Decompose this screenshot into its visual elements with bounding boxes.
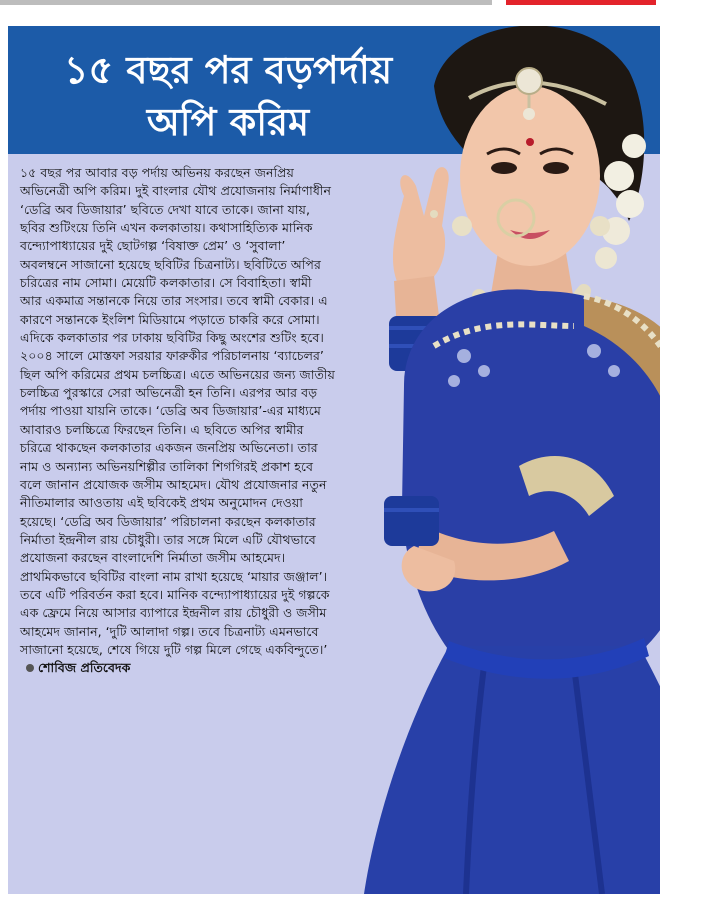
bullet-icon [26, 664, 34, 672]
actress-photo [284, 26, 660, 894]
byline: শোবিজ প্রতিবেদক [38, 660, 131, 676]
skirt [364, 646, 660, 894]
raised-hand [393, 167, 449, 286]
top-rule-gray [0, 0, 492, 5]
article-body [20, 164, 336, 678]
headline-line-2: অপি করিম [146, 100, 310, 144]
top-rule-red [506, 0, 656, 5]
article-panel [8, 26, 660, 894]
headline-line-1: ১৫ বছর পর বড়পর্দায় [63, 48, 393, 92]
article-body-text: ১৫ বছর পর আবার বড় পর্দায় অভিনয় করছেন জনপ্রিয় অভিনেত্রী অপি করিম। দুই বাংলার যৌথ প্রযোজনায় নির্মাণাধীন ‘ডেব্রি অব ডিজায়ার’ ছবিতে দেখা যাবে তাকে। জানা যায়, ছবির শুটিংয়ে তিনি এখন কলকাতায়। কথাসাহিত্যিক মানিক বন্দ্যোপাধ্যায়ের দুই ছোটগল্প ‘বিষাক্ত প্রেম’ ও ‘সুবালা’ অবলম্বনে সাজানো হয়েছে ছবিটির চিত্রনাট্য। ছবিটিতে অপির চরিত্রের নাম সোমা। মেয়েটি কলকাতার। সে বিবাহিতা। স্বামী আর একমাত্র সন্তানকে নিয়ে তার সংসার। তবে স্বামী বেকার। এ কারণে সন্তানকে ইংলিশ মিডিয়ামে পড়াতে চাকরি করে সোমা। এদিকে কলকাতার পর ঢাকায় ছবিটির কিছু অংশের শুটিং হবে। ২০০৪ সালে মোস্তফা সরয়ার ফারুকীর পরিচালনায় ‘ব্যাচেলর’ ছিল অপি করিমের প্রথম চলচ্চিত্র। এতে অভিনয়ের জন্য জাতীয় চলচ্চিত্র পুরস্কারে সেরা অভিনেত্রী হন তিনি। এরপর আর বড় পর্দায় পাওয়া যায়নি তাকে। ‘ডেব্রি অব ডিজায়ার’-এর মাধ্যমে আবারও চলচ্চিত্রে ফিরছেন তিনি। এ ছবিতে অপির স্বামীর চরিত্রে থাকছেন কলকাতার একজন জনপ্রিয় অভিনেতা। তার নাম ও অন্যান্য অভিনয়শিল্পীর তালিকা শিগগিরই প্রকাশ হবে বলে জানান প্রযোজক জসীম আহমেদ। যৌথ প্রযোজনার নতুন নীতিমালার আওতায় এই ছবিকেই প্রথম অনুমোদন দেওয়া হয়েছে। ‘ডেব্রি অব ডিজায়ার’ পরিচালনা করছেন কলকাতার নির্মাতা ইন্দ্রনীল রায় চৌধুরী। তার সঙ্গে মিলে এটি যৌথভাবে প্রযোজনা করছেন বাংলাদেশি নির্মাতা জসীম আহমেদ। প্রাথমিকভাবে ছবিটির বাংলা নাম রাখা হয়েছে ‘মায়ার জঞ্জাল’। তবে এটি পরিবর্তন করা হবে। মানিক বন্দ্যোপাধ্যায়ের দুই গল্পকে এক ফ্রেমে নিয়ে আসার ব্যাপারে ইন্দ্রনীল রায় চৌধুরী ও জসীম আহমেদ জানান, ‘দুটি আলাদা গল্প। তবে চিত্রনাট্য এমনভাবে সাজানো হয়েছে, শেষে গিয়ে দুটি গল্প মিলে গেছে একবিন্দুতে।’ [20, 165, 335, 657]
